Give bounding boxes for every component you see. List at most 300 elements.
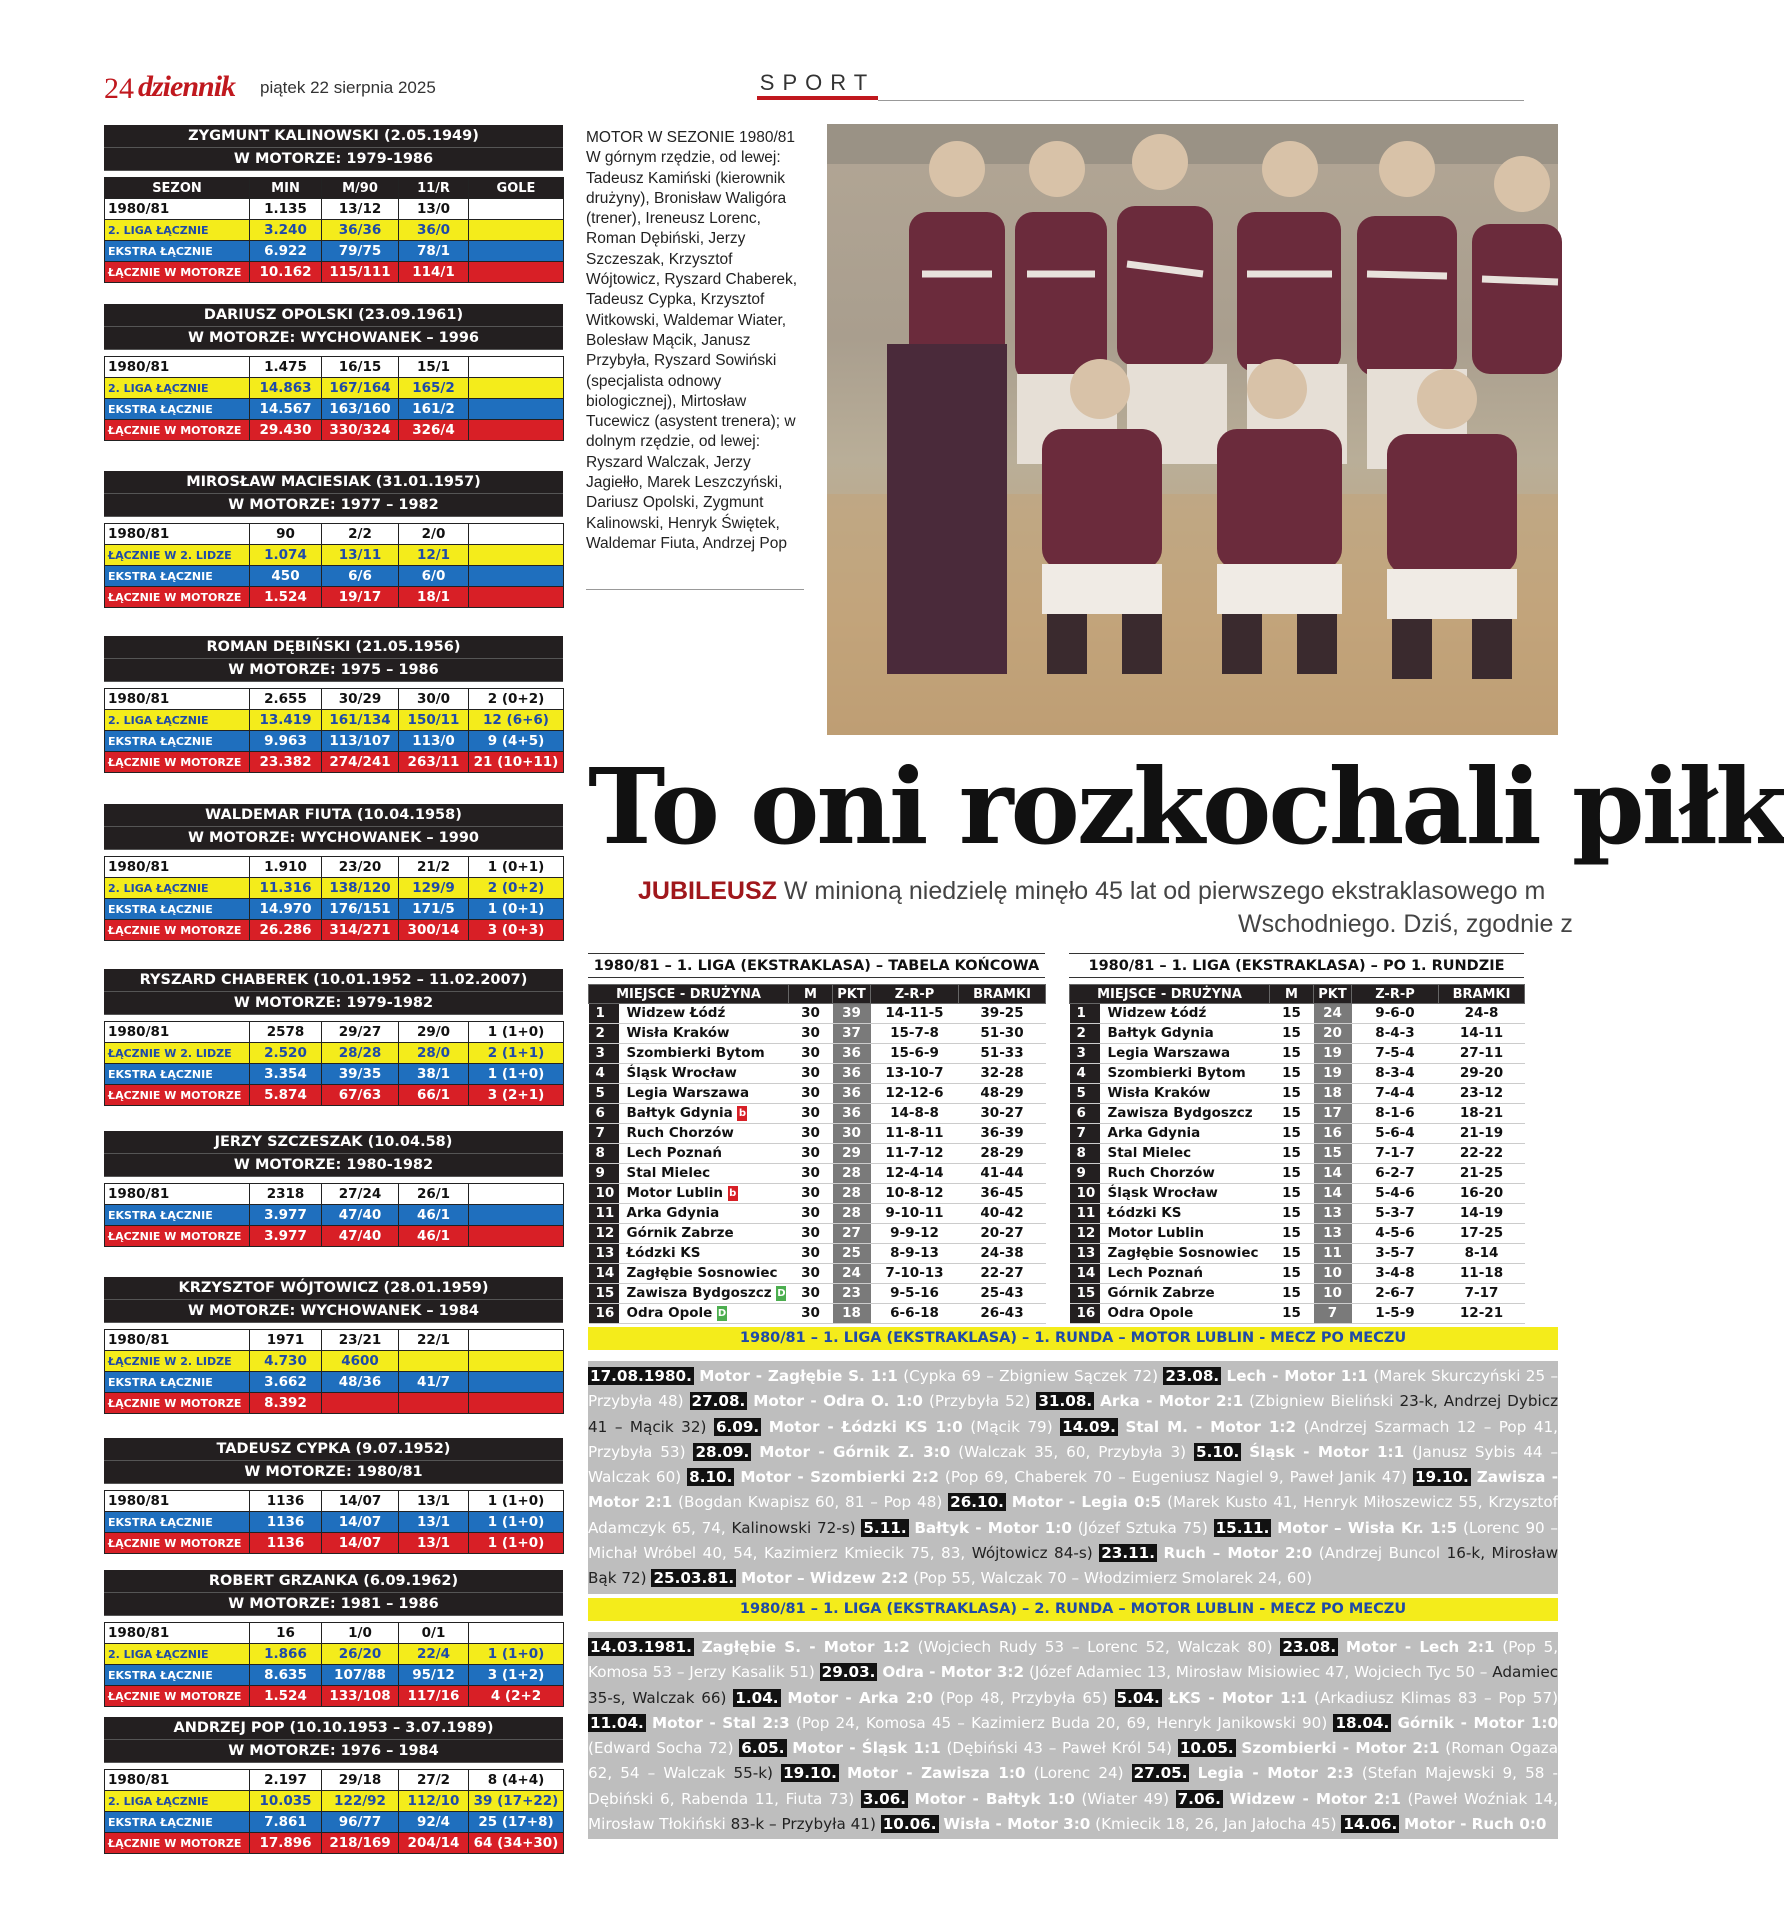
player-club-years: W MOTORZE: WYCHOWANEK – 1984 — [104, 1300, 563, 1323]
team-name: Motor Lublin — [1107, 1225, 1205, 1241]
matches-cell: 30 — [789, 1204, 833, 1224]
stats-row-label: 2. LIGA ŁĄCZNIE — [105, 1791, 250, 1812]
stats-cell: 13/12 — [322, 199, 399, 220]
stats-cell: 30/29 — [322, 689, 399, 710]
match-result: Motor - Szombierki 2:2 — [740, 1468, 939, 1487]
goals-cell: 24-38 — [959, 1244, 1046, 1264]
table-row[interactable] — [589, 1004, 1046, 1024]
table-row[interactable] — [589, 1024, 1046, 1044]
match-date: 11.04. — [590, 1713, 644, 1732]
player-card — [104, 969, 563, 1106]
stats-row — [105, 731, 564, 752]
match-result: Motor – Wisła Kr. 1:5 — [1277, 1518, 1458, 1537]
stats-row-label: ŁĄCZNIE W 2. LIDZE — [105, 1043, 250, 1064]
team-status-badge: D — [717, 1307, 727, 1319]
stats-cell — [399, 1351, 469, 1372]
match-result: Zawisza - Motor 2:1 — [588, 1468, 1559, 1512]
match-scorers: (Cypka 69 – Zbigniew Sączek 72) — [903, 1367, 1159, 1385]
match-scorers: (Józef Adamiec 13, Mirosław Misiowiec 47, Wojciech Tyc 50 – — [1028, 1663, 1488, 1682]
position-cell: 8 — [1070, 1144, 1100, 1164]
team-name: Lech Poznań — [626, 1145, 722, 1161]
stats-cell: 46/1 — [399, 1226, 469, 1247]
stats-cell: 2.197 — [250, 1770, 322, 1791]
stats-row — [105, 241, 564, 262]
stats-row-label: 2. LIGA ŁĄCZNIE — [105, 1644, 250, 1665]
table-row[interactable] — [589, 1144, 1046, 1164]
points-cell: 36 — [833, 1044, 871, 1064]
match-scorers: (Janusz Sybis 44 – Walczak 60) — [588, 1442, 1559, 1487]
table-row[interactable] — [1070, 1024, 1525, 1044]
goals-cell: 21-19 — [1439, 1124, 1525, 1144]
stats-cell — [469, 241, 564, 262]
goals-cell: 22-22 — [1439, 1144, 1525, 1164]
table-header-cell: BRAMKI — [959, 985, 1046, 1004]
table-row[interactable] — [589, 1064, 1046, 1084]
record-cell: 1-5-9 — [1352, 1304, 1439, 1324]
stats-cell: 29/27 — [322, 1022, 399, 1043]
player-stats-table — [104, 1622, 564, 1707]
round1-table — [1069, 953, 1524, 1324]
record-cell: 8-1-6 — [1352, 1104, 1439, 1124]
stats-row-label: 1980/81 — [105, 1491, 250, 1512]
table-row[interactable] — [1070, 1104, 1525, 1124]
match-scorers: (Marek Skurczyński 25 – Przybyła 48) — [588, 1367, 1559, 1411]
stats-row — [105, 399, 564, 420]
match-result: Odra - Motor 3:2 — [882, 1663, 1025, 1682]
stats-cell — [469, 1393, 564, 1414]
stats-cell: 3 (2+1) — [469, 1085, 564, 1106]
team-name: Stal Mielec — [626, 1165, 711, 1181]
stats-cell: 1/0 — [322, 1623, 399, 1644]
stats-row — [105, 220, 564, 241]
match-result: Lech - Motor 1:1 — [1226, 1367, 1368, 1385]
player-stats-table — [104, 1183, 564, 1247]
stats-cell: 1 (1+0) — [469, 1022, 564, 1043]
table-header-cell: M — [1270, 985, 1314, 1004]
stats-cell — [469, 566, 564, 587]
player-club-years: W MOTORZE: 1979-1986 — [104, 148, 563, 171]
record-cell: 3-5-7 — [1352, 1244, 1439, 1264]
team-cell — [1100, 1124, 1270, 1144]
stats-cell: 274/241 — [322, 752, 399, 773]
record-cell: 7-4-4 — [1352, 1084, 1439, 1104]
matches-cell: 15 — [1270, 1184, 1314, 1204]
matches-cell: 30 — [789, 1184, 833, 1204]
match-date: 15.11. — [1215, 1518, 1270, 1537]
position-cell: 6 — [1070, 1104, 1100, 1124]
table-row[interactable] — [589, 1044, 1046, 1064]
player-card — [104, 471, 563, 608]
newspaper-logo[interactable]: dziennik — [138, 70, 236, 103]
table-row[interactable] — [1070, 1264, 1525, 1284]
match-date: 28.09. — [695, 1442, 750, 1461]
match-scorers: (Przybyła 52) — [928, 1392, 1031, 1411]
stats-header-cell: M/90 — [322, 178, 399, 199]
stats-header-cell: GOLE — [469, 178, 564, 199]
matches-cell: 15 — [1270, 1244, 1314, 1264]
team-name: Szombierki Bytom — [1107, 1065, 1246, 1081]
goals-cell: 27-11 — [1439, 1044, 1525, 1064]
stats-row-label: ŁĄCZNIE W MOTORZE — [105, 587, 250, 608]
table-row[interactable] — [1070, 1244, 1525, 1264]
record-cell: 7-5-4 — [1352, 1044, 1439, 1064]
position-cell: 6 — [589, 1104, 619, 1124]
team-cell — [1100, 1104, 1270, 1124]
record-cell: 5-6-4 — [1352, 1124, 1439, 1144]
table-row[interactable] — [589, 1084, 1046, 1104]
match-scorers: (Pop 24, Komosa 45 – Kazimierz Buda 20, 69, Henryk Janikowski 90) — [795, 1713, 1328, 1732]
position-cell: 12 — [1070, 1224, 1100, 1244]
match-date: 25.03.81. — [653, 1569, 735, 1588]
stats-cell: 2/0 — [399, 524, 469, 545]
stats-row — [105, 1330, 564, 1351]
player-stats-table — [104, 1490, 564, 1554]
goals-cell: 26-43 — [959, 1304, 1046, 1324]
lead — [638, 877, 1545, 906]
record-cell: 11-7-12 — [871, 1144, 959, 1164]
matches-cell: 15 — [1270, 1084, 1314, 1104]
stats-cell: 1136 — [250, 1491, 322, 1512]
stats-cell: 21 (10+11) — [469, 752, 564, 773]
table-row[interactable] — [589, 1204, 1046, 1224]
stats-cell: 25 (17+8) — [469, 1812, 564, 1833]
team-name: Szombierki Bytom — [626, 1045, 765, 1061]
stats-cell: 1.135 — [250, 199, 322, 220]
table-row[interactable] — [1070, 1304, 1525, 1324]
stats-cell: 2 (0+2) — [469, 878, 564, 899]
stats-row — [105, 199, 564, 220]
table-row[interactable] — [589, 1164, 1046, 1184]
position-cell: 11 — [589, 1204, 619, 1224]
table-row[interactable] — [1070, 1204, 1525, 1224]
stats-cell: 23/21 — [322, 1330, 399, 1351]
team-name: Ruch Chorzów — [1107, 1165, 1215, 1181]
stats-row — [105, 1064, 564, 1085]
goals-cell: 36-45 — [959, 1184, 1046, 1204]
stats-cell: 8 (4+4) — [469, 1770, 564, 1791]
record-cell: 12-4-14 — [871, 1164, 959, 1184]
match-date: 23.08. — [1282, 1638, 1337, 1656]
table-row[interactable] — [589, 1304, 1046, 1324]
photo-caption — [586, 128, 804, 554]
stats-cell: 450 — [250, 566, 322, 587]
stats-cell: 1 (1+0) — [469, 1533, 564, 1554]
team-cell — [619, 1164, 789, 1184]
stats-cell: 112/10 — [399, 1791, 469, 1812]
goals-cell: 51-30 — [959, 1024, 1046, 1044]
stats-cell: 176/151 — [322, 899, 399, 920]
stats-row — [105, 1393, 564, 1414]
team-cell — [619, 1184, 789, 1204]
caption-text: W górnym rzędzie, od lewej: Tadeusz Kamiński (kierownik drużyny), Bronisław Waligóra (trener), Ireneusz Lorenc, Roman Dębiński, Jerzy Szczeszak, Krzysztof Wójtowicz, Ryszard Chaberek, Tadeusz Cypka, Krzysztof Witkowski, Waldemar Wiater, Bolesław Mącik, Janusz Przybyła, Ryszard Sowiński (specjalista odnowy biologicznej), Mirtosław Tucewicz (asystent trenera); w dolnym rzędzie, od lewej: Ryszard Walczak, Jerzy Jagiełło, Marek Leszczyński, Dariusz Opolski, Zygmunt Kalinowski, Henryk Świętek, Waldemar Fiuta, Andrzej Pop — [586, 149, 798, 552]
stats-cell: 29/18 — [322, 1770, 399, 1791]
table-row[interactable] — [1070, 1184, 1525, 1204]
matches-cell: 15 — [1270, 1284, 1314, 1304]
stats-cell: 3.354 — [250, 1064, 322, 1085]
stats-row — [105, 1085, 564, 1106]
match-date: 10.06. — [882, 1815, 937, 1834]
goals-cell: 18-21 — [1439, 1104, 1525, 1124]
stats-cell: 167/164 — [322, 378, 399, 399]
position-cell: 10 — [589, 1184, 619, 1204]
match-scorers-extra: 83-k – Przybyła 41) — [730, 1815, 876, 1834]
stats-cell: 48/36 — [322, 1372, 399, 1393]
team-name: Widzew Łódź — [1107, 1005, 1207, 1021]
table-row[interactable] — [1070, 1144, 1525, 1164]
player-stats-table — [104, 523, 564, 608]
matches-cell: 30 — [789, 1224, 833, 1244]
stats-cell — [469, 1330, 564, 1351]
stats-header-cell: MIN — [250, 178, 322, 199]
stats-row-label: ŁĄCZNIE W MOTORZE — [105, 752, 250, 773]
player-name: DARIUSZ OPOLSKI (23.09.1961) — [104, 304, 563, 327]
team-name: Bałtyk Gdynia — [1107, 1025, 1214, 1041]
table-row[interactable] — [589, 1244, 1046, 1264]
stats-cell: 330/324 — [322, 420, 399, 441]
match-date: 6.09. — [715, 1417, 760, 1436]
stats-row-label: 1980/81 — [105, 1022, 250, 1043]
match-result: Motor – Widzew 2:2 — [740, 1569, 909, 1588]
table-row[interactable] — [1070, 1224, 1525, 1244]
stats-row-label: 1980/81 — [105, 199, 250, 220]
position-cell: 11 — [1070, 1204, 1100, 1224]
goals-cell: 21-25 — [1439, 1164, 1525, 1184]
match-scorers-extra: Adamiec 35-s, Walczak 66) — [588, 1663, 1559, 1707]
stats-cell: 117/16 — [399, 1686, 469, 1707]
round-2-matches — [588, 1632, 1558, 1839]
stats-cell — [399, 1393, 469, 1414]
stats-cell — [469, 587, 564, 608]
match-scorers-extra: Kalinowski 72-s) — [731, 1518, 856, 1537]
stats-row-label: ŁĄCZNIE W MOTORZE — [105, 1533, 250, 1554]
stats-row-label: EKSTRA ŁĄCZNIE — [105, 566, 250, 587]
team-name: Zagłębie Sosnowiec — [626, 1265, 778, 1281]
points-cell: 25 — [833, 1244, 871, 1264]
issue-date: piątek 22 sierpnia 2025 — [260, 78, 436, 97]
matches-cell: 15 — [1270, 1124, 1314, 1144]
table-row[interactable] — [1070, 1284, 1525, 1304]
stats-row — [105, 262, 564, 283]
stats-cell — [469, 1623, 564, 1644]
player-name: JERZY SZCZESZAK (10.04.58) — [104, 1131, 563, 1154]
goals-cell: 16-20 — [1439, 1184, 1525, 1204]
goals-cell: 17-25 — [1439, 1224, 1525, 1244]
goals-cell: 51-33 — [959, 1044, 1046, 1064]
stats-row — [105, 357, 564, 378]
record-cell: 9-10-11 — [871, 1204, 959, 1224]
stats-cell: 113/0 — [399, 731, 469, 752]
match-date: 14.09. — [1062, 1417, 1116, 1436]
points-cell: 19 — [1314, 1064, 1352, 1084]
stats-cell: 13/0 — [399, 199, 469, 220]
table-row[interactable] — [1070, 1124, 1525, 1144]
round-2-block — [588, 1598, 1558, 1839]
points-cell: 17 — [1314, 1104, 1352, 1124]
stats-row-label: ŁĄCZNIE W MOTORZE — [105, 920, 250, 941]
team-cell — [619, 1104, 789, 1124]
table-row[interactable] — [589, 1184, 1046, 1204]
goals-cell: 30-27 — [959, 1104, 1046, 1124]
match-scorers: (Marek Kusto 41, Henryk Miłoszewicz 55, Krzysztof Adamczyk 65, 74, — [588, 1493, 1558, 1537]
table-row[interactable] — [589, 1224, 1046, 1244]
matches-cell: 15 — [1270, 1024, 1314, 1044]
goals-cell: 12-21 — [1439, 1304, 1525, 1324]
match-result: Motor - Odra O. 1:0 — [753, 1392, 923, 1411]
points-cell: 24 — [833, 1264, 871, 1284]
stats-row — [105, 899, 564, 920]
team-name: Zawisza Bydgoszcz — [1107, 1105, 1253, 1121]
stats-cell: 18/1 — [399, 587, 469, 608]
table-row[interactable] — [589, 1264, 1046, 1284]
match-date: 23.08. — [1165, 1367, 1220, 1385]
matches-cell: 15 — [1270, 1004, 1314, 1024]
stats-row — [105, 1623, 564, 1644]
stats-header-row — [105, 178, 564, 199]
record-cell: 6-2-7 — [1352, 1164, 1439, 1184]
stats-cell: 1.524 — [250, 587, 322, 608]
points-cell: 28 — [833, 1184, 871, 1204]
points-cell: 37 — [833, 1024, 871, 1044]
points-cell: 29 — [833, 1144, 871, 1164]
stats-row-label: 2. LIGA ŁĄCZNIE — [105, 220, 250, 241]
match-scorers: (Kmiecik 18, 26, Jan Jałocha 45) — [1095, 1815, 1337, 1834]
team-name: Śląsk Wrocław — [626, 1065, 737, 1081]
stats-row-label: 1980/81 — [105, 1184, 250, 1205]
stats-cell — [469, 199, 564, 220]
stats-row-label: EKSTRA ŁĄCZNIE — [105, 399, 250, 420]
points-cell: 14 — [1314, 1164, 1352, 1184]
goals-cell: 29-20 — [1439, 1064, 1525, 1084]
stats-cell: 14/07 — [322, 1491, 399, 1512]
stats-cell: 300/14 — [399, 920, 469, 941]
table-row[interactable] — [1070, 1004, 1525, 1024]
stats-cell: 138/120 — [322, 878, 399, 899]
stats-cell: 19/17 — [322, 587, 399, 608]
stats-cell — [322, 1393, 399, 1414]
player-card — [104, 1570, 563, 1707]
player-name: RYSZARD CHABEREK (10.01.1952 – 11.02.2007) — [104, 969, 563, 992]
final-table-grid — [588, 984, 1046, 1324]
masthead-rule — [878, 100, 1524, 101]
stats-row — [105, 1533, 564, 1554]
table-row[interactable] — [589, 1124, 1046, 1144]
stats-row — [105, 1491, 564, 1512]
matches-cell: 30 — [789, 1004, 833, 1024]
stats-cell: 10.035 — [250, 1791, 322, 1812]
stats-cell: 150/11 — [399, 710, 469, 731]
points-cell: 18 — [1314, 1084, 1352, 1104]
match-scorers: (Dębiński 43 – Paweł Król 54) — [946, 1739, 1173, 1758]
stats-row — [105, 524, 564, 545]
goals-cell: 14-19 — [1439, 1204, 1525, 1224]
round-1-block — [588, 1327, 1558, 1594]
match-result: Arka - Motor 2:1 — [1100, 1392, 1244, 1411]
match-date: 6.05. — [741, 1739, 785, 1758]
team-cell — [1100, 1264, 1270, 1284]
matches-cell: 15 — [1270, 1204, 1314, 1224]
match-result: Motor - Ruch 0:0 — [1404, 1815, 1547, 1834]
record-cell: 5-4-6 — [1352, 1184, 1439, 1204]
team-name: Zagłębie Sosnowiec — [1107, 1245, 1259, 1261]
goals-cell: 25-43 — [959, 1284, 1046, 1304]
stats-cell: 115/111 — [322, 262, 399, 283]
player-club-years: W MOTORZE: 1980/81 — [104, 1461, 563, 1484]
points-cell: 10 — [1314, 1264, 1352, 1284]
stats-row-label: ŁĄCZNIE W MOTORZE — [105, 1686, 250, 1707]
table-row[interactable] — [589, 1284, 1046, 1304]
stats-row-label: EKSTRA ŁĄCZNIE — [105, 1205, 250, 1226]
stats-cell: 3.977 — [250, 1226, 322, 1247]
table-row[interactable] — [589, 1104, 1046, 1124]
player-stats-table — [104, 1769, 564, 1854]
team-name: Łódzki KS — [626, 1245, 701, 1261]
team-name: Górnik Zabrze — [1107, 1285, 1215, 1301]
points-cell: 13 — [1314, 1224, 1352, 1244]
record-cell: 13-10-7 — [871, 1064, 959, 1084]
player-card — [104, 636, 563, 773]
player-name: KRZYSZTOF WÓJTOWICZ (28.01.1959) — [104, 1277, 563, 1300]
points-cell: 39 — [833, 1004, 871, 1024]
team-cell — [1100, 1304, 1270, 1324]
player-name: MIROSŁAW MACIESIAK (31.01.1957) — [104, 471, 563, 494]
stats-cell: 92/4 — [399, 1812, 469, 1833]
player-card — [104, 1131, 563, 1247]
stats-row-label: 1980/81 — [105, 1623, 250, 1644]
position-cell: 15 — [1070, 1284, 1100, 1304]
stats-cell — [469, 262, 564, 283]
stats-row — [105, 1770, 564, 1791]
team-name: Śląsk Wrocław — [1107, 1185, 1218, 1201]
team-name: Stal Mielec — [1107, 1145, 1192, 1161]
table-row[interactable] — [1070, 1044, 1525, 1064]
stats-row-label: 1980/81 — [105, 1330, 250, 1351]
position-cell: 8 — [589, 1144, 619, 1164]
player-stats-table — [104, 688, 564, 773]
goals-cell: 41-44 — [959, 1164, 1046, 1184]
team-cell — [619, 1224, 789, 1244]
match-scorers: (Arkadiusz Klimas 83 – Pop 57) — [1314, 1688, 1559, 1707]
match-date: 23.11. — [1101, 1544, 1155, 1563]
stats-cell: 114/1 — [399, 262, 469, 283]
stats-cell: 13/1 — [399, 1491, 469, 1512]
stats-cell — [469, 399, 564, 420]
team-name: Łódzki KS — [1107, 1205, 1182, 1221]
stats-cell: 23/20 — [322, 857, 399, 878]
points-cell: 10 — [1314, 1284, 1352, 1304]
matches-cell: 30 — [789, 1024, 833, 1044]
points-cell: 13 — [1314, 1204, 1352, 1224]
goals-cell: 14-11 — [1439, 1024, 1525, 1044]
match-scorers: (Edward Socha 72) — [588, 1739, 734, 1758]
team-cell — [1100, 1064, 1270, 1084]
table-row[interactable] — [1070, 1164, 1525, 1184]
stats-row-label: EKSTRA ŁĄCZNIE — [105, 1665, 250, 1686]
stats-cell: 90 — [250, 524, 322, 545]
stats-row-label: 1980/81 — [105, 1770, 250, 1791]
stats-cell: 17.896 — [250, 1833, 322, 1854]
round1-table-grid — [1069, 984, 1525, 1324]
team-cell — [619, 1044, 789, 1064]
table-row[interactable] — [1070, 1064, 1525, 1084]
stats-cell: 13/1 — [399, 1512, 469, 1533]
points-cell: 36 — [833, 1084, 871, 1104]
stats-cell: 1.475 — [250, 357, 322, 378]
table-row[interactable] — [1070, 1084, 1525, 1104]
player-name: ROBERT GRZANKA (6.09.1962) — [104, 1570, 563, 1593]
headline: To oni rozkochali piłk — [588, 745, 1784, 868]
stats-cell: 14.567 — [250, 399, 322, 420]
record-cell: 7-1-7 — [1352, 1144, 1439, 1164]
